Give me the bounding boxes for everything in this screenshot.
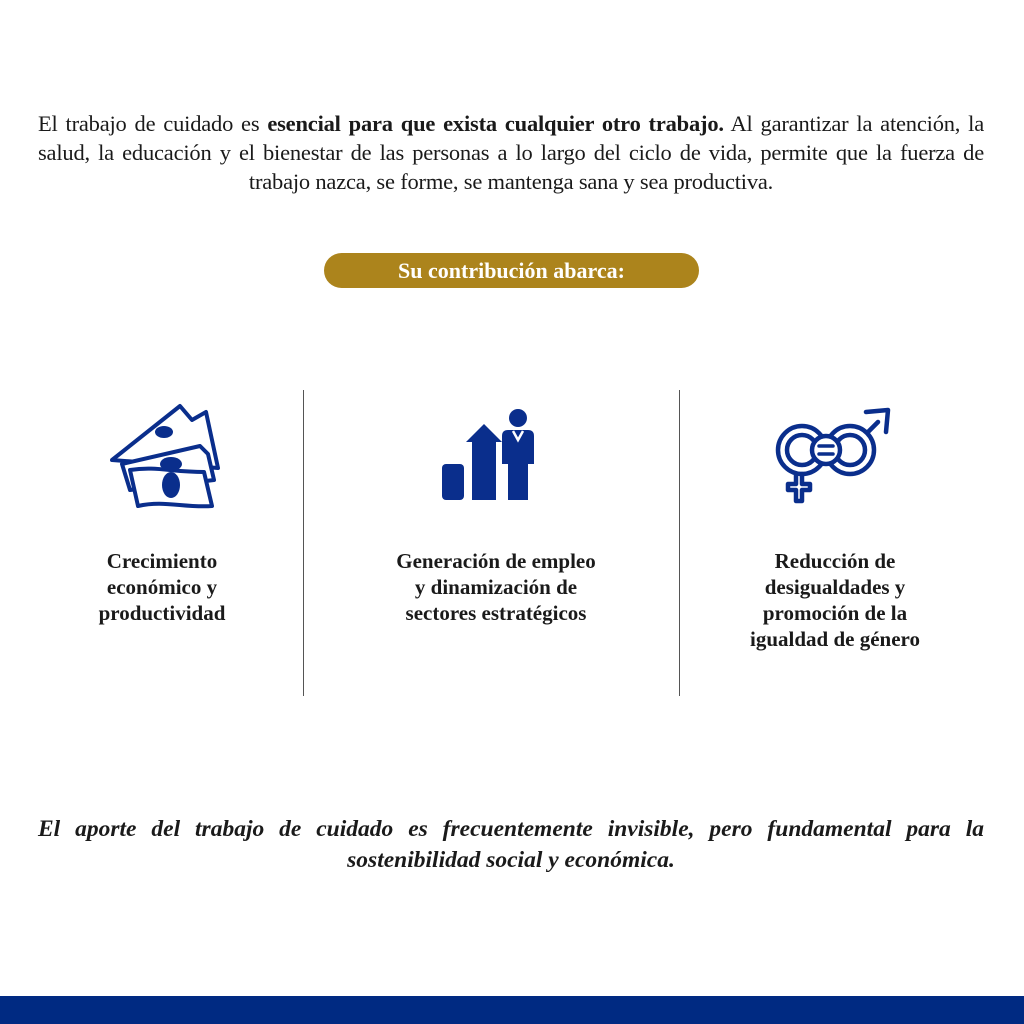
intro-text-emphasis: esencial para que exista cualquier otro trabajo. (267, 110, 724, 136)
contribution-label-employment: Generación de empleo y dinamización de sectores estratégicos (396, 549, 596, 625)
column-divider-1 (303, 390, 304, 696)
gender-equality-icon (774, 406, 896, 508)
growth-employee-icon (440, 408, 540, 504)
intro-text-end: Al garantizar la atención, la salud, la educación y el bienestar de las personas a lo largo del ciclo de vida, permite que la fuerza de trabajo nazca, se forme, se mantenga sana y sea productiva. (38, 110, 984, 194)
contribution-badge: Su contribución abarca: (324, 253, 699, 288)
intro-paragraph (38, 109, 984, 196)
closing-statement: El aporte del trabajo de cuidado es frecuentemente invisible, pero fundamental para la sostenibilidad social y económica. (38, 815, 984, 873)
money-bills-icon (108, 402, 222, 512)
intro-text-start: El trabajo de cuidado es (38, 110, 268, 136)
contribution-label-gender-equality: Reducción de desigualdades y promoción de la igualdad de género (750, 549, 920, 651)
contribution-label-economic-growth: Crecimiento económico y productividad (98, 549, 226, 625)
footer-bar (0, 996, 1024, 1024)
